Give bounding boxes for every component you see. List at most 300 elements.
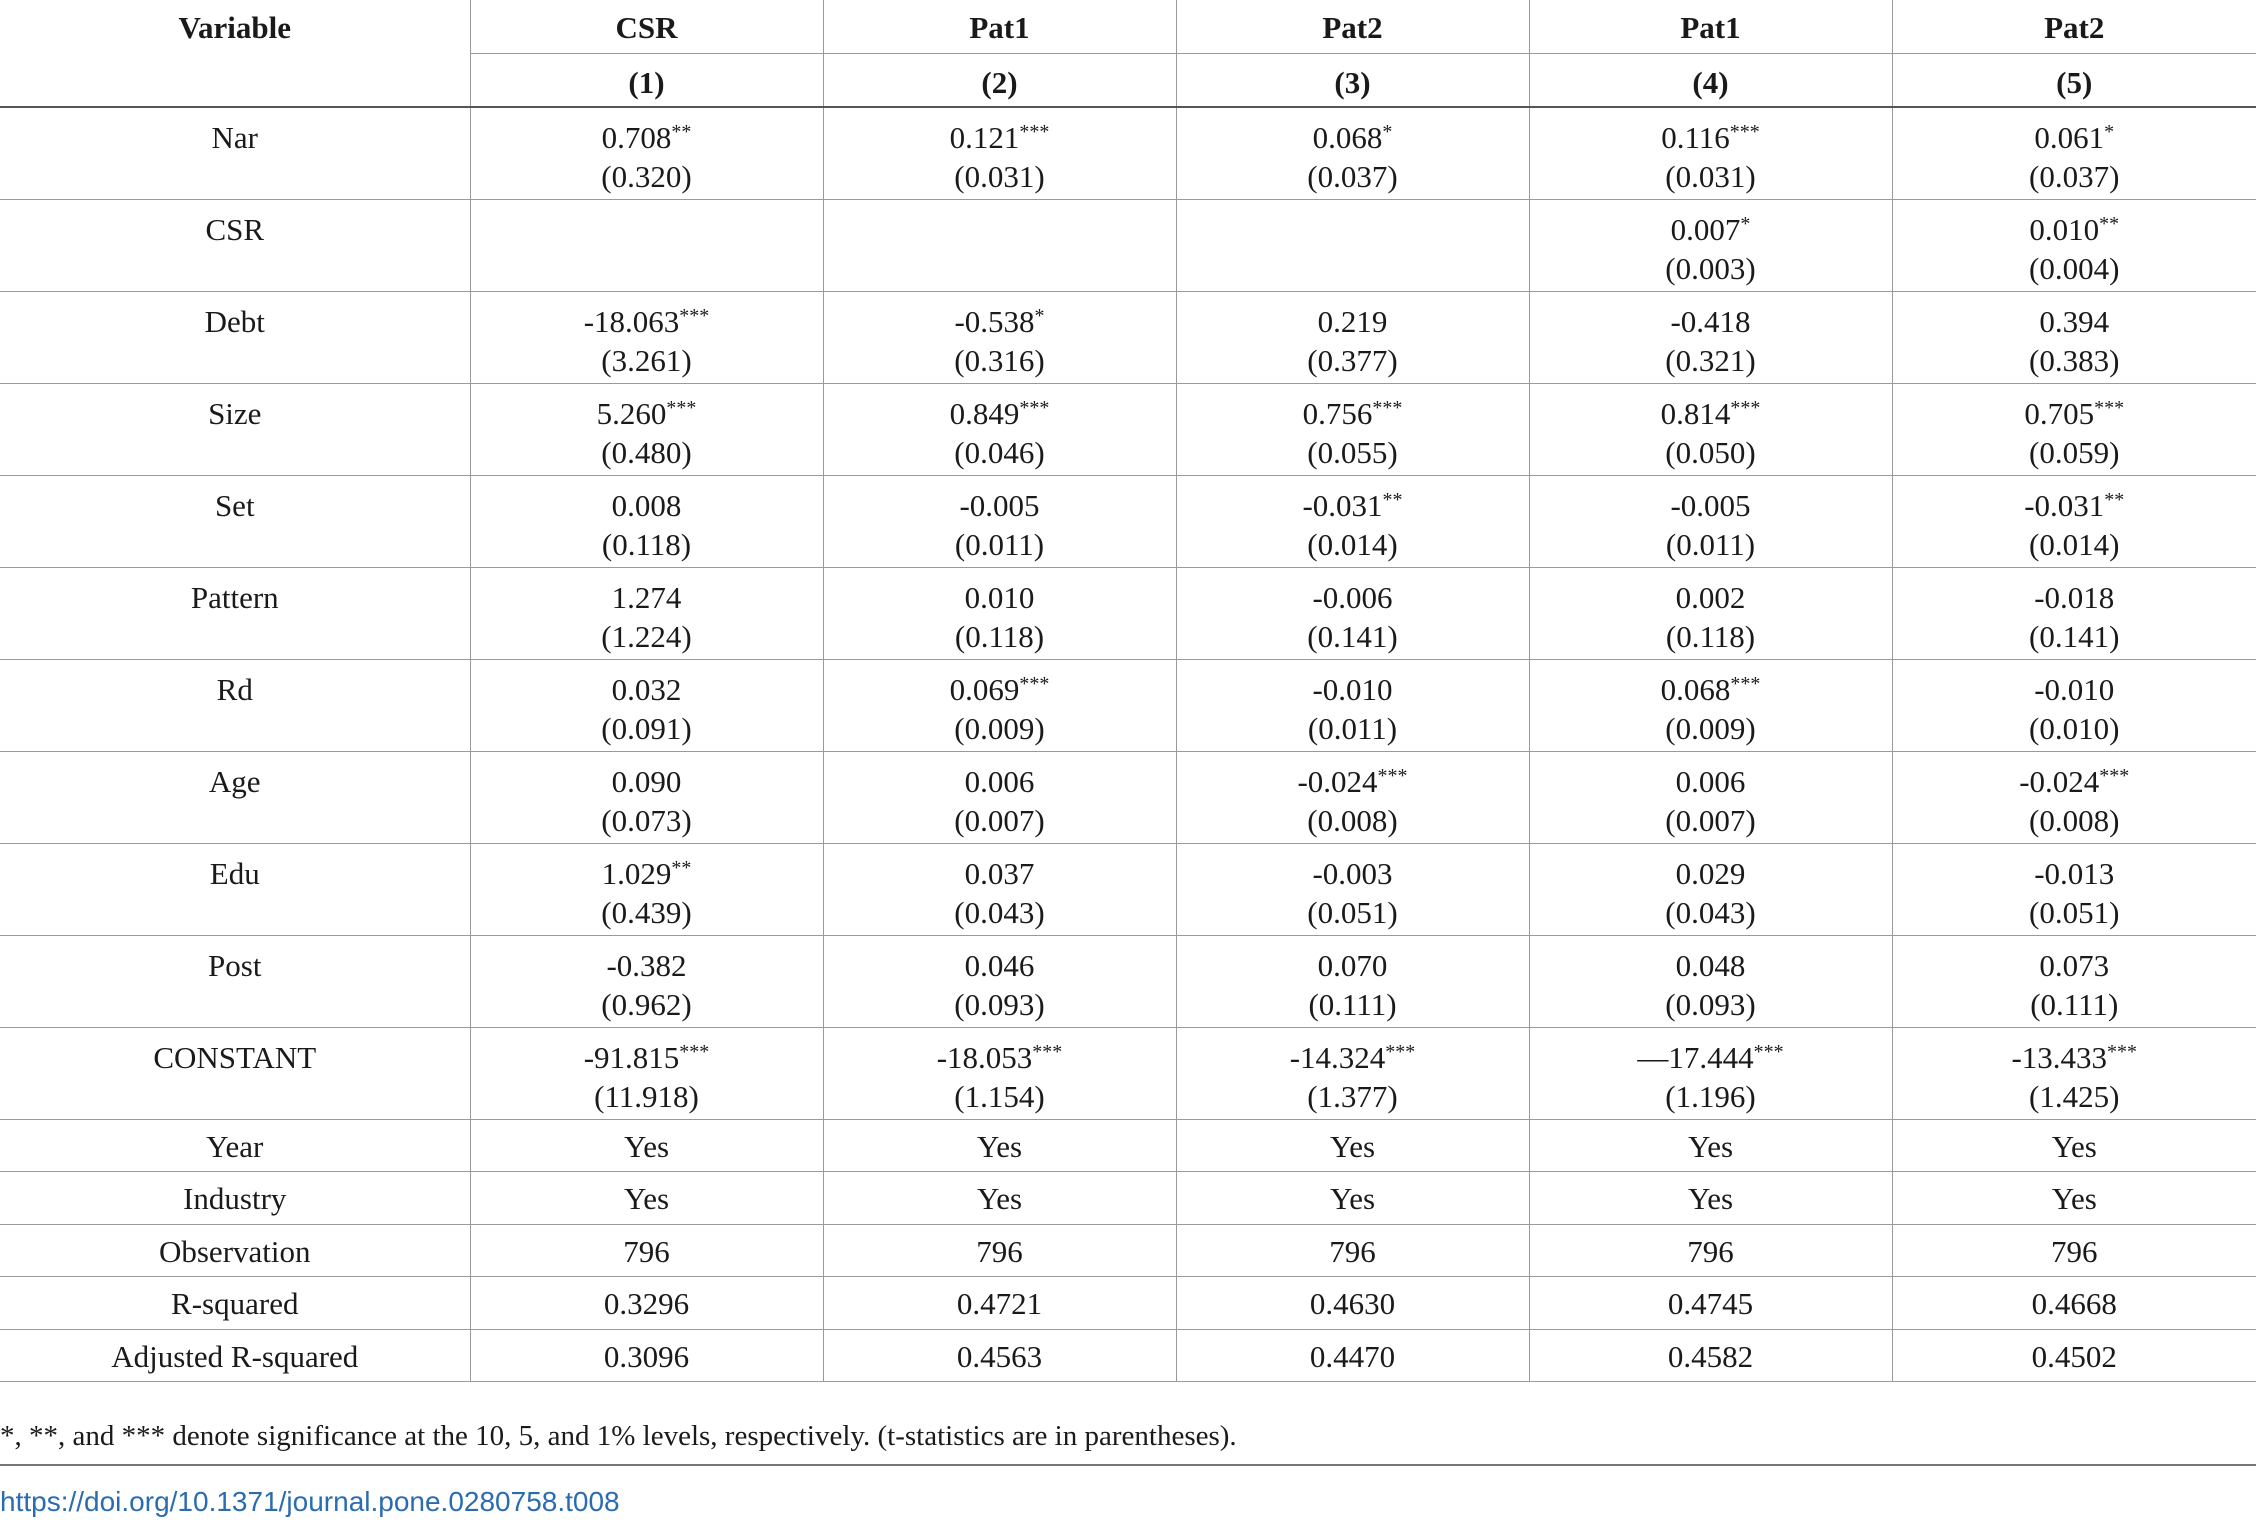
coefficient-value: 0.849 [949,395,1020,431]
coefficient-value: 0.090 [611,763,682,799]
coefficient [1530,946,1892,985]
coefficient-value: -18.053 [936,1039,1033,1075]
col-number-1: (1) [470,53,823,107]
coefficient [1177,486,1529,525]
coefficient-value: 0.037 [964,855,1035,891]
coefficient [1177,854,1529,893]
stat-cell: Yes [1529,1172,1892,1225]
coef-cell [823,383,1176,475]
significance-stars: *** [1032,1040,1063,1063]
table-row [0,843,2256,935]
significance-stars: * [1740,212,1751,235]
coef-cell [470,383,823,475]
std-error: (0.480) [601,434,692,470]
std-error: (0.011) [1307,710,1398,746]
doi-link[interactable]: https://doi.org/10.1371/journal.pone.0280758.t008 [0,1486,620,1517]
table-row [0,659,2256,751]
coef-cell [1892,567,2256,659]
coef-cell [823,751,1176,843]
significance-stars: *** [1753,1040,1784,1063]
coefficient-value: 0.219 [1317,303,1388,339]
coefficient-value: -0.024 [2019,763,2100,799]
significance-stars: *** [1372,396,1403,419]
std-error: (1.224) [601,618,692,654]
coefficient-value: -0.538 [954,303,1035,339]
coefficient [1530,302,1892,341]
std-error: (0.118) [1665,618,1756,654]
coefficient-value: -0.006 [1312,579,1393,615]
significance-stars: *** [1730,672,1761,695]
coefficient-value: 0.010 [964,579,1035,615]
stat-cell: 796 [1529,1224,1892,1277]
coefficient-value: -0.031 [2024,487,2105,523]
significance-stars: * [2104,121,2115,143]
coef-cell [1892,475,2256,567]
coefficient-value: 0.116 [1661,120,1730,155]
coef-cell [1176,1027,1529,1119]
coefficient-value: -14.324 [1289,1039,1386,1075]
std-error: (0.051) [1307,894,1398,930]
coefficient [471,118,823,157]
row-label: Rd [0,659,470,751]
coefficient [471,578,823,617]
std-error [471,249,823,288]
std-error: (0.962) [601,986,692,1022]
coef-cell [1529,567,1892,659]
std-error: (0.011) [1665,526,1756,562]
significance-stars: *** [679,304,710,327]
significance-stars: *** [2099,764,2130,787]
std-error [824,249,1176,288]
coefficient-value: -0.013 [2034,855,2115,891]
table-row [0,383,2256,475]
stat-cell: 0.4563 [823,1329,1176,1382]
header-row-dependent [0,0,2256,53]
significance-stars: *** [679,1040,710,1063]
stat-cell: Yes [470,1172,823,1225]
std-error: (0.118) [601,526,692,562]
coef-cell [823,199,1176,291]
coefficient [1177,302,1529,341]
coefficient [824,762,1176,801]
significance-stars: *** [1377,764,1408,787]
row-label: Age [0,751,470,843]
significance-stars: *** [1385,1040,1416,1063]
row-label: Size [0,383,470,475]
std-error: (0.008) [1307,802,1398,838]
coefficient [1530,210,1892,249]
coef-cell [470,751,823,843]
coefficient [1893,1038,2256,1077]
row-label: Adjusted R-squared [0,1329,470,1382]
table-row [0,1119,2256,1172]
std-error: (0.439) [601,894,692,930]
std-error: (0.093) [1665,986,1756,1022]
coefficient-value: -91.815 [583,1039,680,1075]
col-header-1: CSR [470,0,823,53]
coefficient [471,1038,823,1077]
coefficient [824,670,1176,709]
std-error: (1.425) [2029,1078,2120,1114]
variable-header: Variable [0,0,470,53]
coef-cell [823,843,1176,935]
coef-cell [1176,199,1529,291]
stat-cell: 0.3096 [470,1329,823,1382]
coefficient-value: 0.069 [949,671,1020,707]
stat-cell: 796 [1176,1224,1529,1277]
significance-stars: *** [1019,396,1050,419]
coef-cell [1892,291,2256,383]
coefficient-value: 0.006 [964,763,1035,799]
stat-cell: 796 [470,1224,823,1277]
stat-cell: 0.4745 [1529,1277,1892,1330]
coefficient-value: 0.007 [1670,211,1741,247]
header-row-numbers [0,53,2256,107]
coefficient-value: -0.005 [1670,487,1751,523]
coef-cell [1176,383,1529,475]
coef-cell [823,107,1176,199]
std-error: (0.111) [2030,986,2119,1022]
coefficient [1893,578,2256,617]
std-error: (0.037) [1307,159,1398,194]
coef-cell [1176,107,1529,199]
coefficient [471,854,823,893]
coefficient [1177,670,1529,709]
coefficient [471,394,823,433]
coefficient [1893,762,2256,801]
coefficient [1177,118,1529,157]
coefficient [1530,762,1892,801]
std-error: (0.050) [1665,434,1756,470]
col-number-3: (3) [1176,53,1529,107]
row-label: Set [0,475,470,567]
coefficient [1530,118,1892,157]
significance-stars: *** [2107,1040,2138,1063]
coefficient [1893,302,2256,341]
coefficient [824,946,1176,985]
std-error: (0.055) [1307,434,1398,470]
coefficient [824,578,1176,617]
row-label: Debt [0,291,470,383]
coef-cell [1892,751,2256,843]
coef-cell [470,567,823,659]
coef-cell [1892,199,2256,291]
coef-cell [823,1027,1176,1119]
coef-cell [823,935,1176,1027]
coefficient-value: -0.010 [1312,671,1393,707]
coefficient-value: 0.006 [1675,763,1746,799]
coef-cell [1176,475,1529,567]
coefficient-value: -0.418 [1670,303,1751,339]
coefficient-value: -0.003 [1312,855,1393,891]
std-error: (1.377) [1307,1078,1398,1114]
coef-cell [470,843,823,935]
std-error: (0.007) [1665,802,1756,838]
std-error: (0.008) [2029,802,2120,838]
std-error: (0.009) [954,710,1045,746]
coefficient-value: 0.068 [1312,120,1383,155]
std-error: (0.383) [2029,342,2120,378]
coef-cell [1529,751,1892,843]
table-row [0,751,2256,843]
significance-stars: *** [666,396,697,419]
table-row [0,567,2256,659]
significance-stars: * [1034,304,1045,327]
std-error: (0.377) [1307,342,1398,378]
coefficient [471,302,823,341]
std-error: (0.031) [1665,159,1756,194]
row-label: CONSTANT [0,1027,470,1119]
stat-cell: 0.4502 [1892,1329,2256,1382]
coefficient [1530,486,1892,525]
coefficient-value: 0.070 [1317,947,1388,983]
std-error: (0.046) [954,434,1045,470]
std-error: (0.051) [2029,894,2120,930]
table-row [0,1277,2256,1330]
coefficient [471,762,823,801]
std-error: (0.141) [1307,618,1398,654]
col-number-4: (4) [1529,53,1892,107]
stat-cell: 0.4668 [1892,1277,2256,1330]
coef-cell [1176,567,1529,659]
stat-cell: Yes [470,1119,823,1172]
coef-cell [1892,383,2256,475]
row-label: CSR [0,199,470,291]
coef-cell [823,475,1176,567]
std-error: (0.316) [954,342,1045,378]
col-number-5: (5) [1892,53,2256,107]
stat-cell: 0.4582 [1529,1329,1892,1382]
coefficient [1893,118,2256,157]
coefficient-value: 0.073 [2039,947,2110,983]
coefficient-value: 0.029 [1675,855,1746,891]
std-error: (0.003) [1665,250,1756,286]
std-error: (0.043) [1665,894,1756,930]
significance-stars: *** [1019,121,1050,143]
coef-cell [1176,843,1529,935]
row-label: Pattern [0,567,470,659]
coef-cell [1529,1027,1892,1119]
coef-cell [1176,751,1529,843]
coef-cell [470,659,823,751]
table-row [0,291,2256,383]
std-error: (0.007) [954,802,1045,838]
table-row [0,1329,2256,1382]
std-error: (0.093) [954,986,1045,1022]
std-error: (0.059) [2029,434,2120,470]
coefficient [1177,1038,1529,1077]
std-error: (0.004) [2029,250,2120,286]
stat-cell: Yes [1529,1119,1892,1172]
coefficient-value: 0.121 [949,120,1020,155]
coef-cell [470,1027,823,1119]
coefficient [1177,946,1529,985]
coef-cell [1529,475,1892,567]
coefficient-value: 0.046 [964,947,1035,983]
coefficient-value: -0.024 [1297,763,1378,799]
significance-stars: ** [2104,488,2125,511]
row-label: Edu [0,843,470,935]
std-error: (0.010) [2029,710,2120,746]
table-row [0,935,2256,1027]
col-header-3: Pat2 [1176,0,1529,53]
stat-cell: 0.4630 [1176,1277,1529,1330]
coefficient [1893,210,2256,249]
coefficient-value: -0.031 [1302,487,1383,523]
coefficient-value: 5.260 [596,395,667,431]
coefficient [824,394,1176,433]
coefficient [824,118,1176,157]
coefficient [1177,210,1529,249]
stat-cell: Yes [823,1119,1176,1172]
coef-cell [470,935,823,1027]
coefficient-value: 0.032 [611,671,682,707]
coef-cell [1176,935,1529,1027]
std-error: (0.031) [954,159,1045,194]
table-row [0,475,2256,567]
std-error: (0.011) [954,526,1045,562]
col-header-2: Pat1 [823,0,1176,53]
coefficient-value: 0.705 [2024,395,2095,431]
significance-stars: ** [671,121,692,143]
row-label: Observation [0,1224,470,1277]
coefficient-value: -18.063 [583,303,680,339]
coefficient [824,210,1176,249]
table-row [0,1027,2256,1119]
stat-cell: Yes [1176,1119,1529,1172]
coefficient [1177,394,1529,433]
coefficient-value: 1.029 [601,855,672,891]
coef-cell [1892,659,2256,751]
coefficient [1177,578,1529,617]
coefficient [824,302,1176,341]
coefficient [471,210,823,249]
coefficient-value: 0.708 [601,120,672,155]
coef-cell [1529,659,1892,751]
coefficient [1530,578,1892,617]
coef-cell [1892,107,2256,199]
std-error: (0.043) [954,894,1045,930]
coefficient-value: —17.444 [1637,1039,1754,1075]
stat-cell: 0.4721 [823,1277,1176,1330]
stat-cell: 796 [1892,1224,2256,1277]
std-error [1177,249,1529,288]
std-error: (11.918) [594,1078,699,1114]
stat-cell: 0.4470 [1176,1329,1529,1382]
coefficient-value: 0.394 [2039,303,2110,339]
coef-cell [1529,199,1892,291]
coefficient [824,1038,1176,1077]
std-error: (0.320) [601,159,692,194]
coef-cell [470,199,823,291]
coefficient [471,670,823,709]
coef-cell [1176,659,1529,751]
table-body [0,107,2256,1382]
coefficient [1177,762,1529,801]
row-label: Post [0,935,470,1027]
coefficient-value: -0.382 [606,947,687,983]
coefficient [1530,394,1892,433]
std-error: (0.118) [954,618,1045,654]
std-error: (1.154) [954,1078,1045,1114]
coef-cell [1529,291,1892,383]
significance-stars: *** [1729,121,1760,143]
coefficient [1893,670,2256,709]
coefficient [471,486,823,525]
col-number-2: (2) [823,53,1176,107]
coef-cell [1529,107,1892,199]
stat-cell: 0.3296 [470,1277,823,1330]
coef-cell [823,659,1176,751]
row-label: Year [0,1119,470,1172]
coef-cell [1529,843,1892,935]
std-error: (1.196) [1665,1078,1756,1114]
table-row [0,107,2256,199]
coef-cell [1176,291,1529,383]
std-error: (0.014) [1307,526,1398,562]
coef-cell [1892,935,2256,1027]
coefficient [824,486,1176,525]
coef-cell [823,567,1176,659]
col-header-5: Pat2 [1892,0,2256,53]
coef-cell [1529,383,1892,475]
significance-stars: *** [2094,396,2125,419]
coefficient-value: -0.010 [2034,671,2115,707]
coefficient-value: 0.002 [1675,579,1746,615]
coefficient-value: -0.018 [2034,579,2115,615]
col-header-4: Pat1 [1529,0,1892,53]
std-error: (3.261) [601,342,692,378]
coefficient [1530,670,1892,709]
coefficient-value: 0.008 [611,487,682,523]
coefficient-value: 0.048 [1675,947,1746,983]
coefficient [1530,854,1892,893]
coef-cell [823,291,1176,383]
stat-cell: Yes [823,1172,1176,1225]
coef-cell [470,475,823,567]
coefficient [1893,486,2256,525]
stat-cell: 796 [823,1224,1176,1277]
stat-cell: Yes [1892,1119,2256,1172]
stat-cell: Yes [1892,1172,2256,1225]
std-error: (0.037) [2029,159,2120,194]
std-error: (0.111) [1308,986,1397,1022]
coef-cell [1892,1027,2256,1119]
significance-stars: * [1382,121,1393,143]
stat-cell: Yes [1176,1172,1529,1225]
row-label: Nar [0,107,470,199]
coefficient [471,946,823,985]
coefficient-value: 0.010 [2029,211,2100,247]
coefficient-value: -13.433 [2011,1039,2108,1075]
coefficient-value: 1.274 [611,579,682,615]
significance-stars: ** [2099,212,2120,235]
coefficient-value: 0.756 [1302,395,1373,431]
significance-footnote: *, **, and *** denote significance at the 10, 5, and 1% levels, respectively. (t-statistics are in parentheses). [0,1408,2256,1466]
std-error: (0.091) [601,710,692,746]
coef-cell [1529,935,1892,1027]
coefficient-value: 0.061 [2034,120,2105,155]
coefficient-value: 0.814 [1660,395,1731,431]
coefficient [824,854,1176,893]
table-row [0,199,2256,291]
row-label: R-squared [0,1277,470,1330]
coefficient [1893,946,2256,985]
coefficient-value: 0.068 [1660,671,1731,707]
std-error: (0.073) [601,802,692,838]
coef-cell [470,291,823,383]
coefficient [1893,854,2256,893]
